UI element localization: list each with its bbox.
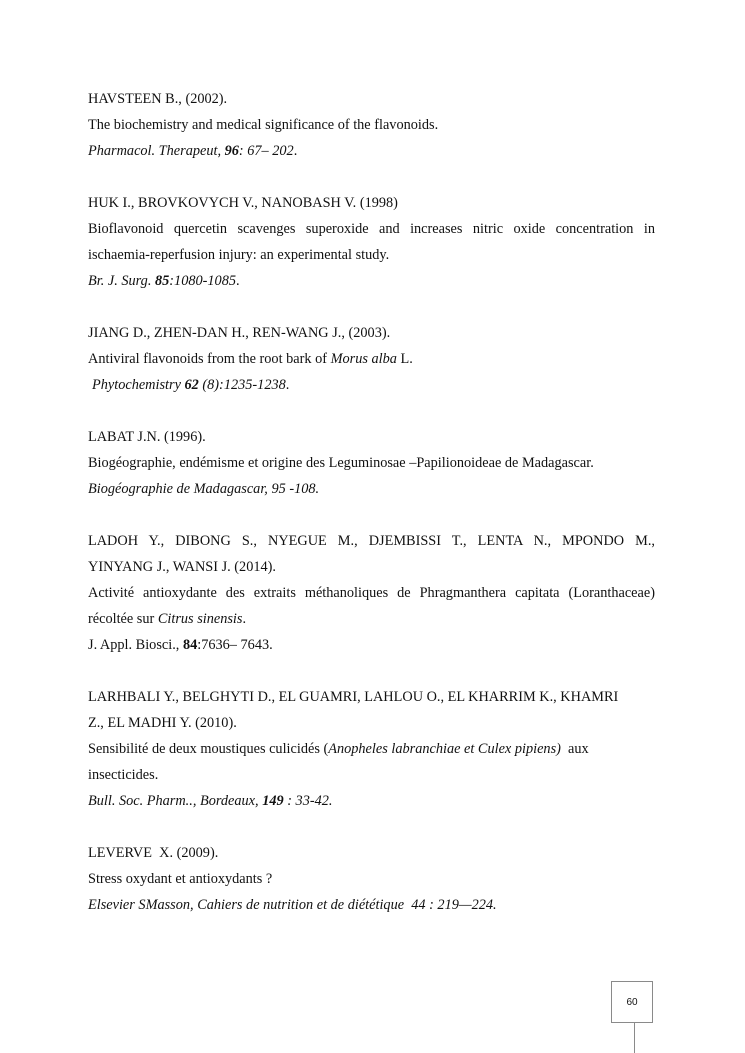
journal-name: Bull. Soc. Pharm.., Bordeaux,	[88, 793, 259, 809]
journal-volume: 96	[224, 143, 239, 159]
reference-huk	[88, 190, 655, 294]
reference-title-line-2: ischaemia-reperfusion injury: an experimental study.	[88, 247, 390, 263]
reference-title-line-1	[88, 736, 655, 762]
reference-title-line-1: Bioflavonoid quercetin scavenges superoxide and increases nitric oxide concentration in	[88, 221, 655, 237]
reference-title-line-2	[88, 606, 655, 632]
species-name: Citrus sinensis	[157, 611, 243, 627]
reference-authors-line-2: YINYANG J., WANSI J. (2014).	[88, 559, 276, 575]
title-suffix: L.	[396, 351, 413, 367]
reference-title-line-2: insecticides.	[88, 767, 159, 783]
species-name: Morus alba	[330, 351, 397, 367]
journal-name: J. Appl. Biosci.,	[88, 637, 180, 653]
page-number: 60	[626, 996, 638, 1008]
reference-authors: LABAT J.N. (1996).	[88, 429, 206, 445]
reference-journal: Elsevier SMasson, Cahiers de nutrition et de diététique 44 : 219—224.	[88, 897, 497, 913]
species-name: Anopheles labranchiae et Culex pipiens)	[328, 741, 561, 757]
reference-havsteen	[88, 86, 655, 164]
reference-journal	[88, 632, 655, 658]
reference-title	[88, 346, 655, 372]
reference-jiang	[88, 320, 655, 398]
reference-labat	[88, 424, 655, 502]
reference-authors-line-1: LADOH Y., DIBONG S., NYEGUE M., DJEMBISSI T., LENTA N., MPONDO M.,	[88, 533, 655, 549]
reference-journal	[88, 788, 655, 814]
reference-larhbali	[88, 684, 655, 814]
reference-title: Biogéographie, endémisme et origine des Leguminosae –Papilionoideae de Madagascar.	[88, 455, 594, 471]
reference-authors: HAVSTEEN B., (2002).	[88, 91, 228, 107]
journal-pages: :1080-1085	[169, 273, 237, 289]
journal-volume: 149	[262, 793, 284, 809]
reference-authors-line-1: LARHBALI Y., BELGHYTI D., EL GUAMRI, LAHLOU O., EL KHARRIM K., KHAMRI	[88, 689, 619, 705]
title-suffix: aux	[560, 741, 589, 757]
page-number-rule	[634, 1023, 635, 1053]
reference-title-line-1: Activité antioxydante des extraits méthanoliques de Phragmanthera capitata (Loranthaceae)	[88, 585, 655, 601]
reference-authors: HUK I., BROVKOVYCH V., NANOBASH V. (1998)	[88, 195, 398, 211]
journal-volume: 85	[155, 273, 170, 289]
reference-journal: Biogéographie de Madagascar, 95 -108.	[88, 481, 320, 497]
journal-pages: (8):1235-1238	[198, 377, 286, 393]
reference-authors: JIANG D., ZHEN-DAN H., REN-WANG J., (2003).	[88, 325, 391, 341]
reference-list	[88, 86, 655, 944]
journal-name: Pharmacol. Therapeut,	[88, 143, 222, 159]
title-suffix: .	[242, 611, 247, 627]
reference-authors: LEVERVE X. (2009).	[88, 845, 219, 861]
journal-volume: 62	[184, 377, 199, 393]
journal-pages: : 33-42.	[283, 793, 333, 809]
title-text: Sensibilité de deux moustiques culicidés (	[88, 741, 329, 757]
title-text: Antiviral flavonoids from the root bark of	[88, 351, 331, 367]
journal-end: .	[285, 377, 290, 393]
reference-ladoh	[88, 528, 655, 658]
reference-authors-line-2: Z., EL MADHI Y. (2010).	[88, 715, 237, 731]
journal-name: Phytochemistry	[92, 377, 181, 393]
reference-title: The biochemistry and medical significance of the flavonoids.	[88, 117, 439, 133]
reference-leverve	[88, 840, 655, 918]
journal-end: .	[293, 143, 298, 159]
journal-end: .	[236, 273, 240, 289]
journal-pages: : 67– 202	[238, 143, 294, 159]
title-text: récoltée sur	[88, 611, 158, 627]
journal-volume: 84	[182, 637, 198, 653]
journal-name: Br. J. Surg.	[88, 273, 152, 289]
reference-journal	[88, 372, 655, 398]
reference-journal	[88, 268, 655, 294]
reference-title: Stress oxydant et antioxydants ?	[88, 871, 273, 887]
journal-pages: :7636– 7643.	[197, 637, 273, 653]
reference-journal	[88, 138, 655, 164]
page-number-box	[611, 981, 653, 1023]
